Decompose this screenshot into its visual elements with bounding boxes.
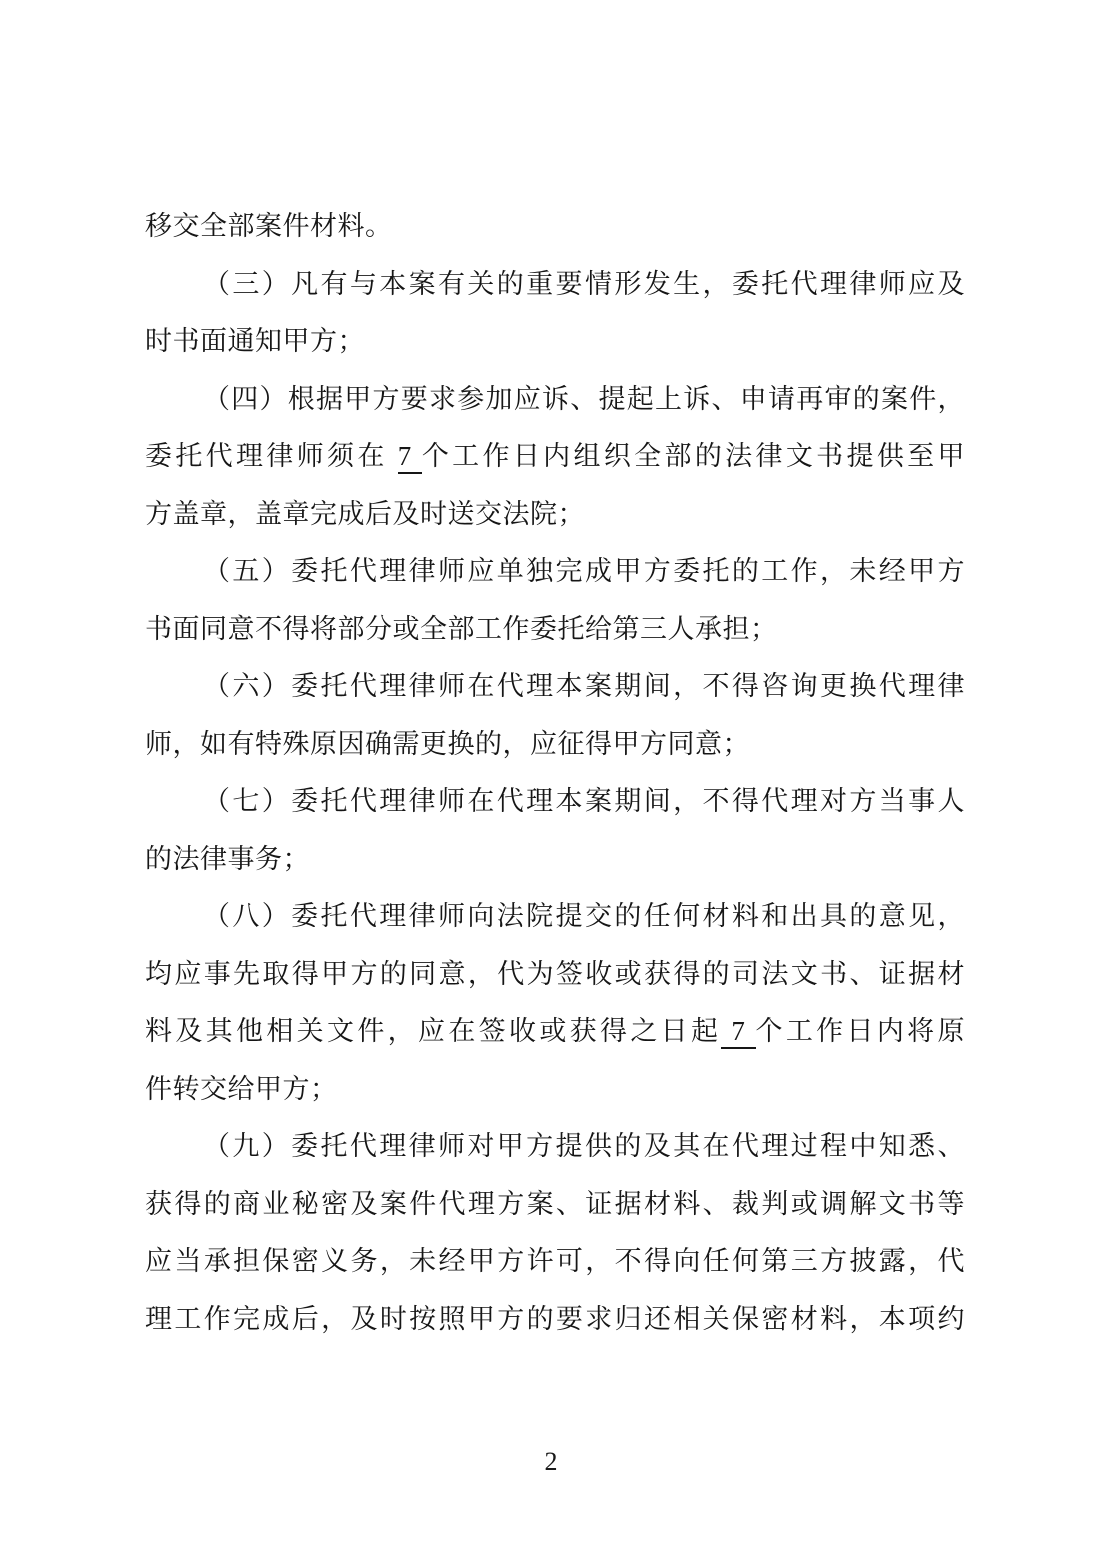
text-segment: 个工作日内组织全部的法律文书提供至甲 xyxy=(421,441,966,471)
text-line xyxy=(145,256,965,314)
text-line xyxy=(145,716,965,774)
text-segment: 时书面通知甲方； xyxy=(145,326,365,356)
text-segment: （六）委托代理律师在代理本案期间，不得咨询更换代理律 xyxy=(203,671,965,701)
text-segment: 书面同意不得将部分或全部工作委托给第三人承担； xyxy=(145,613,778,644)
text-line xyxy=(145,1003,965,1061)
text-line xyxy=(145,831,965,889)
text-line xyxy=(145,888,965,946)
text-segment: （九）委托代理律师对甲方提供的及其在代理过程中知悉、 xyxy=(203,1131,965,1161)
text-segment: （三）凡有与本案有关的重要情形发生，委托代理律师应及 xyxy=(203,268,965,299)
text-line xyxy=(145,543,965,601)
text-segment: 个工作日内将原 xyxy=(755,1016,966,1046)
text-segment: （七）委托代理律师在代理本案期间，不得代理对方当事人 xyxy=(203,786,965,816)
text-segment: 师，如有特殊原因确需更换的，应征得甲方同意； xyxy=(145,728,750,759)
filled-blank-value: 7 xyxy=(721,1016,755,1049)
text-line xyxy=(145,946,965,1004)
text-segment: 方盖章，盖章完成后及时送交法院； xyxy=(145,498,585,529)
text-line xyxy=(145,773,965,831)
text-segment: 的法律事务； xyxy=(145,843,310,874)
text-line xyxy=(145,1233,965,1291)
text-segment: 获得的商业秘密及案件代理方案、证据材料、裁判或调解文书等 xyxy=(145,1188,965,1219)
text-line xyxy=(145,486,965,544)
text-line xyxy=(145,371,965,429)
text-line xyxy=(145,198,965,256)
text-line xyxy=(145,1061,965,1119)
text-segment: 料及其他相关文件，应在签收或获得之日起 xyxy=(145,1016,722,1046)
text-segment: （四）根据甲方要求参加应诉、提起上诉、申请再审的案件， xyxy=(203,383,965,414)
text-segment: 移交全部案件材料。 xyxy=(145,211,393,241)
contract-body-text xyxy=(145,198,965,1348)
text-segment: （八）委托代理律师向法院提交的任何材料和出具的意见， xyxy=(203,901,965,931)
text-line xyxy=(145,658,965,716)
text-line xyxy=(145,428,965,486)
filled-blank-value: 7 xyxy=(398,441,422,474)
text-segment: 理工作完成后，及时按照甲方的要求归还相关保密材料，本项约 xyxy=(145,1303,965,1334)
text-line xyxy=(145,1291,965,1349)
text-line xyxy=(145,601,965,659)
text-line xyxy=(145,1118,965,1176)
text-segment: 均应事先取得甲方的同意，代为签收或获得的司法文书、证据材 xyxy=(145,958,965,989)
text-segment: 件转交给甲方； xyxy=(145,1073,338,1104)
text-segment: （五）委托代理律师应单独完成甲方委托的工作，未经甲方 xyxy=(203,556,965,586)
text-line xyxy=(145,1176,965,1234)
text-segment: 委托代理律师须在 xyxy=(145,441,398,471)
text-segment: 应当承担保密义务，未经甲方许可，不得向任何第三方披露，代 xyxy=(145,1246,965,1276)
page-number: 2 xyxy=(544,1447,558,1476)
text-line xyxy=(145,313,965,371)
